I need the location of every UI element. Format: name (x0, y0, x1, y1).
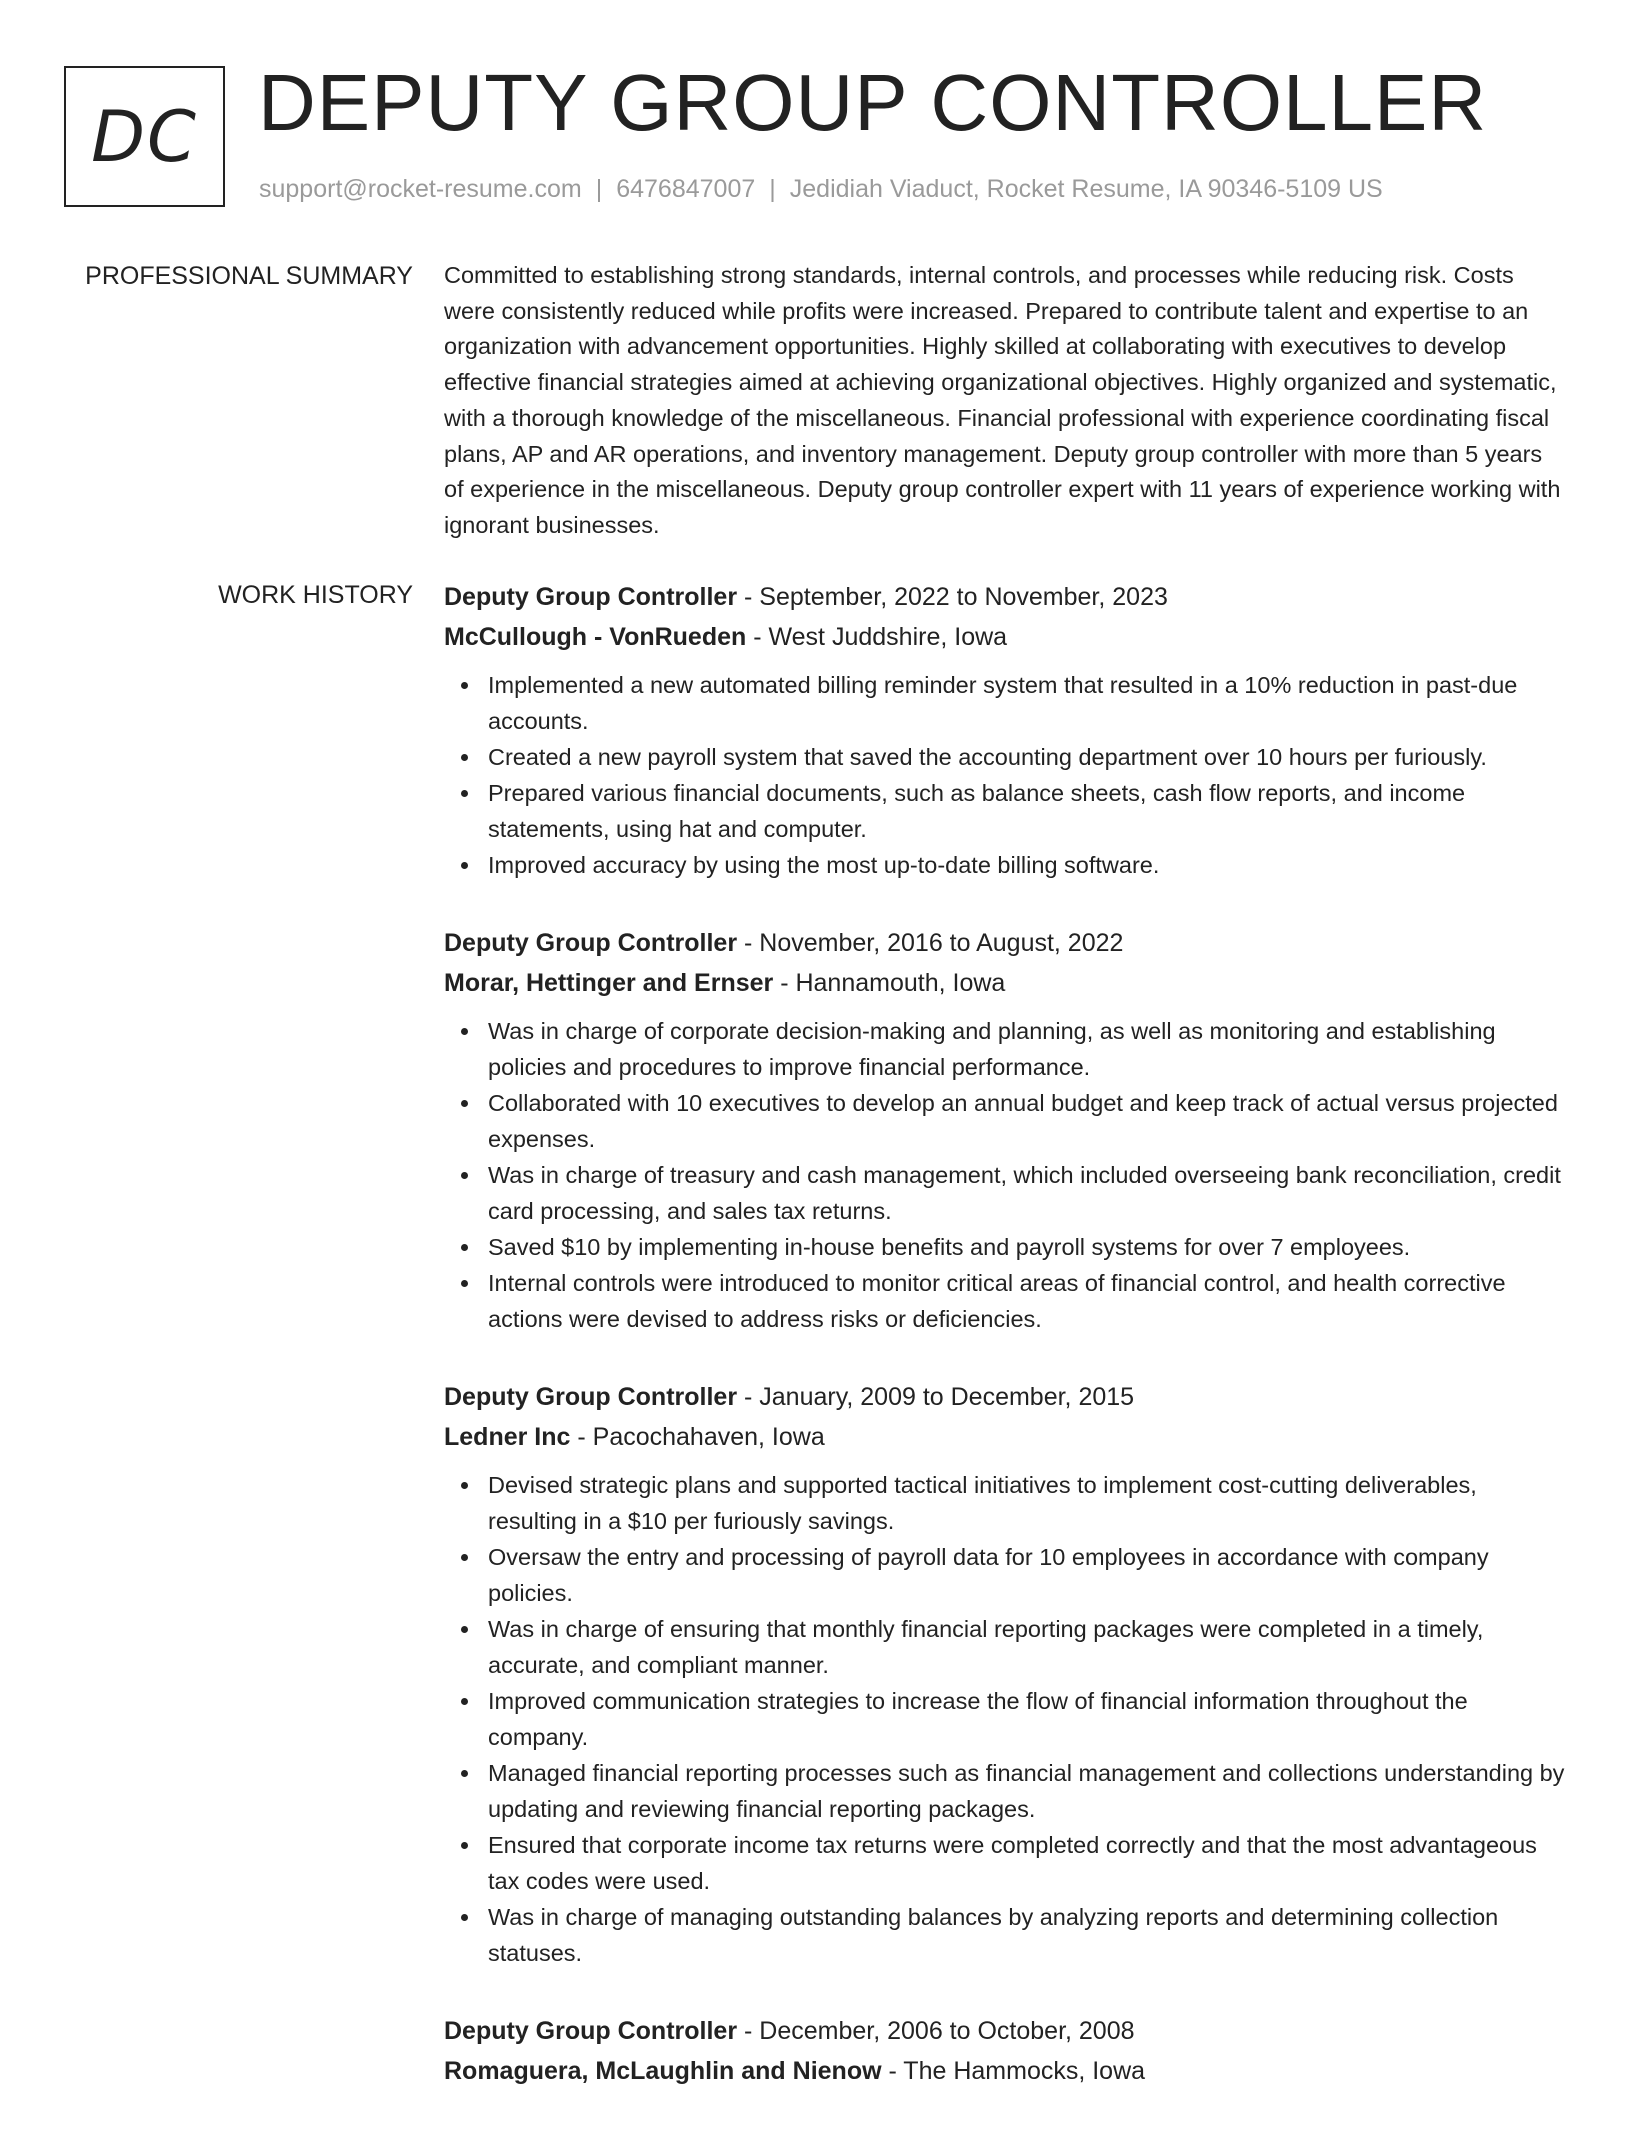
job-location: - Pacochahaven, Iowa (570, 1423, 825, 1451)
work-history-body (444, 577, 1566, 2131)
job-dates: - December, 2006 to October, 2008 (737, 2017, 1135, 2045)
job-bullets (444, 1013, 1566, 1337)
job-role: Deputy Group Controller (444, 2017, 738, 2045)
contact-separator: | (769, 175, 776, 203)
job-role: Deputy Group Controller (444, 583, 738, 611)
work-history-heading: WORK HISTORY (218, 581, 413, 609)
job-entry (444, 1377, 1566, 1971)
contact-address: Jedidiah Viaduct, Rocket Resume, IA 90346-5109 US (789, 175, 1383, 203)
job-company: McCullough - VonRueden (444, 623, 747, 651)
monogram-initials: DC (91, 95, 198, 178)
job-title-line (444, 1377, 1566, 1417)
contact-line (259, 172, 1383, 206)
job-bullet: Prepared various financial documents, such as balance sheets, cash flow reports, and income statements, using hat and computer. (488, 775, 1566, 847)
resume-title: DEPUTY GROUP CONTROLLER (258, 58, 1488, 147)
job-bullet: Improved accuracy by using the most up-to-date billing software. (488, 847, 1566, 883)
job-bullet: Was in charge of ensuring that monthly financial reporting packages were completed in a timely, accurate, and compliant manner. (488, 1611, 1566, 1683)
job-company-line (444, 2051, 1566, 2091)
job-bullet: Created a new payroll system that saved the accounting department over 10 hours per furiously. (488, 739, 1566, 775)
job-company: Ledner Inc (444, 1423, 571, 1451)
job-entry (444, 2011, 1566, 2091)
job-role: Deputy Group Controller (444, 1383, 738, 1411)
job-bullets (444, 1467, 1566, 1971)
job-company: Romaguera, McLaughlin and Nienow (444, 2057, 882, 2085)
job-entry (444, 923, 1566, 1337)
job-entry (444, 577, 1566, 883)
job-bullet: Devised strategic plans and supported tactical initiatives to implement cost-cutting deliverables, resulting in a $10 per furiously savings. (488, 1467, 1566, 1539)
summary-body (444, 258, 1566, 544)
job-bullet: Oversaw the entry and processing of payroll data for 10 employees in accordance with company policies. (488, 1539, 1566, 1611)
job-title-line (444, 923, 1566, 963)
job-title-line (444, 2011, 1566, 2051)
contact-email: support@rocket-resume.com (259, 175, 582, 203)
job-title-line (444, 577, 1566, 617)
job-bullets (444, 667, 1566, 883)
job-location: - The Hammocks, Iowa (881, 2057, 1146, 2085)
job-bullet: Ensured that corporate income tax returns were completed correctly and that the most advantageous tax codes were used. (488, 1827, 1566, 1899)
summary-heading: PROFESSIONAL SUMMARY (85, 262, 413, 290)
job-company-line (444, 1417, 1566, 1457)
job-bullet: Was in charge of corporate decision-making and planning, as well as monitoring and establishing policies and procedures to improve financial performance. (488, 1013, 1566, 1085)
job-role: Deputy Group Controller (444, 929, 738, 957)
job-bullet: Improved communication strategies to increase the flow of financial information throughout the company. (488, 1683, 1566, 1755)
job-bullet: Was in charge of managing outstanding balances by analyzing reports and determining collection statuses. (488, 1899, 1566, 1971)
job-bullet: Was in charge of treasury and cash management, which included overseeing bank reconciliation, credit card processing, and sales tax returns. (488, 1157, 1566, 1229)
job-company: Morar, Hettinger and Ernser (444, 969, 774, 997)
job-location: - West Juddshire, Iowa (746, 623, 1008, 651)
job-dates: - January, 2009 to December, 2015 (737, 1383, 1135, 1411)
job-dates: - September, 2022 to November, 2023 (737, 583, 1168, 611)
contact-separator: | (595, 175, 603, 203)
summary-text: Committed to establishing strong standards, internal controls, and processes while reducing risk. Costs were consistently reduced while profits were increased. Prepared to contribute talent and expertise to an organization with advancement opportunities. Highly skilled at collaborating with executives to develop effective financial strategies aimed at achieving organizational objectives. Highly organized and systematic, with a thorough knowledge of the miscellaneous. Financial professional with experience coordinating fiscal plans, AP and AR operations, and inventory management. Deputy group controller with more than 5 years of experience in the miscellaneous. Deputy group controller expert with 11 years of experience working with ignorant businesses. (444, 262, 1561, 538)
job-bullet: Internal controls were introduced to monitor critical areas of financial control, and health corrective actions were devised to address risks or deficiencies. (488, 1265, 1566, 1337)
job-bullet: Managed financial reporting processes such as financial management and collections understanding by updating and reviewing financial reporting packages. (488, 1755, 1566, 1827)
contact-phone: 6476847007 (616, 175, 756, 203)
job-bullet: Implemented a new automated billing reminder system that resulted in a 10% reduction in past-due accounts. (488, 667, 1566, 739)
monogram-box (64, 66, 225, 207)
job-location: - Hannamouth, Iowa (773, 969, 1006, 997)
job-bullet: Collaborated with 10 executives to develop an annual budget and keep track of actual versus projected expenses. (488, 1085, 1566, 1157)
job-bullet: Saved $10 by implementing in-house benefits and payroll systems for over 7 employees. (488, 1229, 1566, 1265)
job-company-line (444, 617, 1566, 657)
job-company-line (444, 963, 1566, 1003)
job-dates: - November, 2016 to August, 2022 (737, 929, 1124, 957)
